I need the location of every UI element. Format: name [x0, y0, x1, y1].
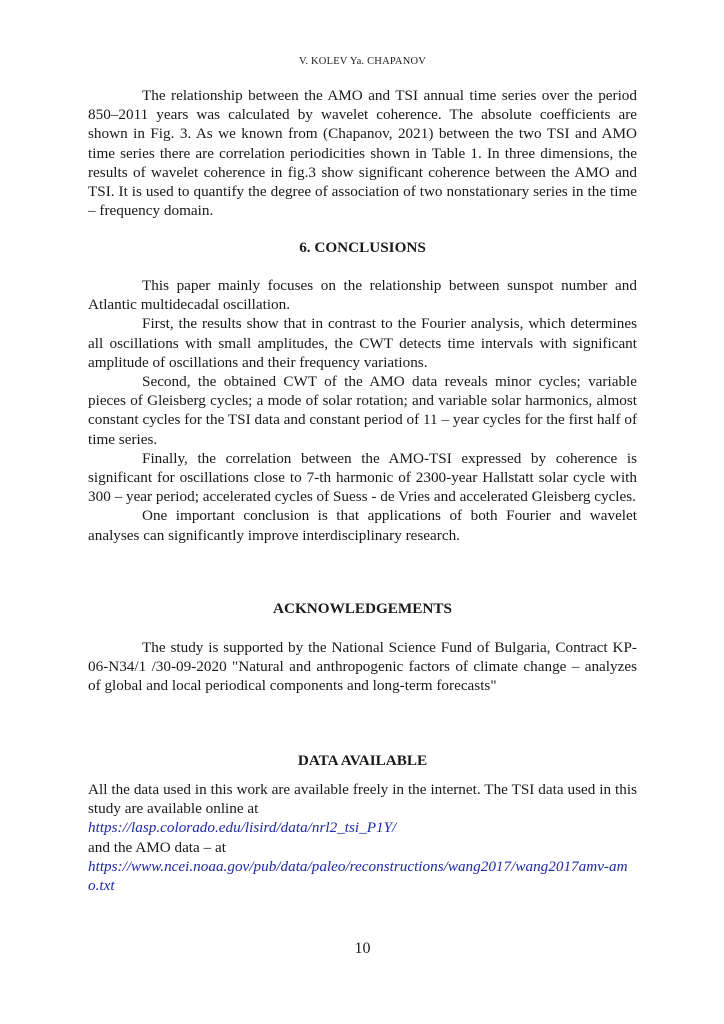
- conclusion-paragraph: This paper mainly focuses on the relationship between sunspot number and Atlantic multidecadal oscillation.: [88, 277, 637, 314]
- conclusion-paragraph: Second, the obtained CWT of the AMO data reveals minor cycles; variable pieces of Gleisberg cycles; a mode of solar rotation; and variable solar harmonics, almost constant cycles for the TSI data and constant period of 11 – year cycles for the first half of time series.: [88, 373, 637, 448]
- conclusions-section: [88, 276, 637, 545]
- amo-data-link[interactable]: https://www.ncei.noaa.gov/pub/data/paleo/reconstructions/wang2017/wang2017amv-amo.txt: [88, 857, 628, 895]
- amo-data-text: and the AMO data – at: [88, 838, 226, 856]
- conclusion-paragraph: Finally, the correlation between the AMO-TSI expressed by coherence is significant for oscillations close to 7-th harmonic of 2300-year Hallstatt solar cycle with 300 – year period; accelerated cycles of Suess - de Vries and accelerated Gleisberg cycles.: [88, 449, 637, 506]
- acknowledgements-text: The study is supported by the National Science Fund of Bulgaria, Contract KP-06-N34/1 /30-09-2020 "Natural and anthropogenic factors of climate change – analyzes of global and local periodical components and long-term forecasts": [88, 639, 637, 695]
- data-available-heading: DATA AVAILABLE: [297, 752, 428, 769]
- running-head: V. KOLEV Ya. CHAPANOV: [298, 56, 427, 67]
- intro-paragraph: The relationship between the AMO and TSI annual time series over the period 850–2011 years was calculated by wavelet coherence. The absolute coefficients are shown in Fig. 3. As we known from (Chapanov, 2021) between the two TSI and AMO time series there are correlation periodicities shown in Table 1. In three dimensions, the results of wavelet coherence in fig.3 show significant coherence between the AMO and TSI. It is used to quantify the degree of association of two nonstationary series in the time – frequency domain.: [88, 87, 637, 220]
- acknowledgements-heading: ACKNOWLEDGEMENTS: [273, 600, 452, 617]
- intro-section: [88, 86, 637, 220]
- conclusions-heading: 6. CONCLUSIONS: [299, 239, 426, 256]
- page-number: 10: [354, 940, 371, 957]
- conclusion-paragraph: First, the results show that in contrast to the Fourier analysis, which determines all oscillations with small amplitudes, the CWT detects time intervals with significant amplitude of oscillations and their frequency variations.: [88, 315, 637, 371]
- data-available-section: [88, 780, 637, 895]
- data-available-text: All the data used in this work are available freely in the internet. The TSI data used in this study are available online at: [88, 781, 637, 818]
- conclusion-paragraph: One important conclusion is that applications of both Fourier and wavelet analyses can significantly improve interdisciplinary research.: [88, 507, 637, 544]
- acknowledgements-section: [88, 638, 637, 696]
- tsi-data-link[interactable]: https://lasp.colorado.edu/lisird/data/nrl2_tsi_P1Y/: [88, 819, 397, 837]
